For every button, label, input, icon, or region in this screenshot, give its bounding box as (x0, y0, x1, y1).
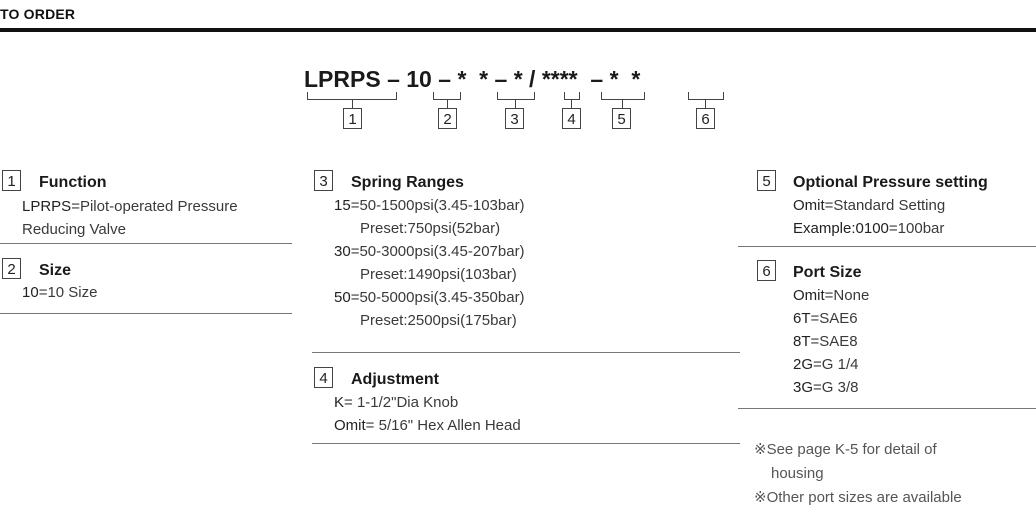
adjustment-line-2: Omit= 5/16" Hex Allen Head (334, 417, 521, 434)
code-dash-4: – (590, 66, 604, 92)
code-part-2: 10 (406, 66, 432, 92)
port-line-5: 3G=G 3/8 (793, 379, 859, 396)
divider (312, 443, 740, 444)
note-line-1: ※See page K-5 for detail of (754, 441, 937, 458)
notes (754, 438, 1036, 510)
port-line-4: 2G=G 1/4 (793, 356, 859, 373)
note-line-2: housing (771, 465, 824, 482)
bracket-3 (497, 92, 535, 100)
code-part-6: * (609, 66, 619, 92)
code-part-4: * (513, 66, 523, 92)
code-slash: / (529, 66, 536, 92)
section-spring-ranges (312, 168, 740, 332)
adjustment-line-1: K= 1-1/2"Dia Knob (334, 394, 459, 411)
divider (0, 313, 292, 314)
divider (738, 246, 1036, 247)
stem-2 (447, 100, 448, 108)
section-number: 1 (2, 170, 21, 191)
port-line-2: 6T=SAE6 (793, 310, 858, 327)
size-line-1: 10=10 Size (22, 284, 98, 301)
bracket-6 (688, 92, 724, 100)
section-adjustment (312, 365, 740, 437)
code-dash-2: – (438, 66, 452, 92)
port-line-3: 8T=SAE8 (793, 333, 858, 350)
spring-line-6: Preset:2500psi(175bar) (360, 312, 517, 329)
model-code (304, 66, 640, 93)
function-line-1: LPRPS=Pilot-operated Pressure (22, 198, 238, 215)
page-title: TO ORDER (0, 6, 76, 22)
index-box-2: 2 (438, 108, 457, 129)
index-box-4: 4 (562, 108, 581, 129)
bracket-4 (564, 92, 580, 100)
section-size (0, 256, 292, 304)
divider (0, 243, 292, 244)
section-number: 5 (757, 170, 776, 191)
index-box-6: 6 (696, 108, 715, 129)
title-rule (0, 28, 1036, 32)
stem-4 (571, 100, 572, 108)
index-box-5: 5 (612, 108, 631, 129)
pressure-line-2: Example:0100=100bar (793, 220, 945, 237)
index-box-3: 3 (505, 108, 524, 129)
section-heading: Adjustment (351, 371, 439, 388)
pressure-line-1: Omit=Standard Setting (793, 197, 946, 214)
function-line-2: Reducing Valve (22, 221, 126, 238)
spring-line-5: 50=50-5000psi(3.45-350bar) (334, 289, 525, 306)
code-part-5: **** (541, 66, 578, 92)
section-function (0, 168, 292, 241)
code-part-3b: * (479, 66, 489, 92)
port-line-1: Omit=None (793, 287, 870, 304)
spring-line-4: Preset:1490psi(103bar) (360, 266, 517, 283)
section-port-size (755, 258, 1036, 399)
spring-line-1: 15=50-1500psi(3.45-103bar) (334, 197, 525, 214)
code-part-1: LPRPS (304, 66, 381, 92)
section-number: 3 (314, 170, 333, 191)
stem-1 (352, 100, 353, 108)
spring-line-3: 30=50-3000psi(3.45-207bar) (334, 243, 525, 260)
section-heading: Port Size (793, 264, 862, 281)
section-heading: Optional Pressure setting (793, 174, 988, 191)
stem-5 (622, 100, 623, 108)
section-heading: Spring Ranges (351, 174, 464, 191)
stem-3 (515, 100, 516, 108)
stem-6 (705, 100, 706, 108)
divider (738, 408, 1036, 409)
divider (312, 352, 740, 353)
code-dash-1: – (387, 66, 400, 92)
section-number: 4 (314, 367, 333, 388)
index-box-1: 1 (343, 108, 362, 129)
note-line-3: ※Other port sizes are available (754, 489, 962, 506)
bracket-5 (601, 92, 645, 100)
section-number: 6 (757, 260, 776, 281)
spring-line-2: Preset:750psi(52bar) (360, 220, 501, 237)
code-dash-3: – (494, 66, 508, 92)
bracket-1 (307, 92, 397, 100)
code-part-6b: * (631, 66, 641, 92)
section-heading: Size (39, 262, 72, 279)
bracket-2 (433, 92, 461, 100)
section-number: 2 (2, 258, 21, 279)
code-part-3: * (457, 66, 467, 92)
section-heading: Function (39, 174, 107, 191)
section-optional-pressure (755, 168, 1036, 240)
